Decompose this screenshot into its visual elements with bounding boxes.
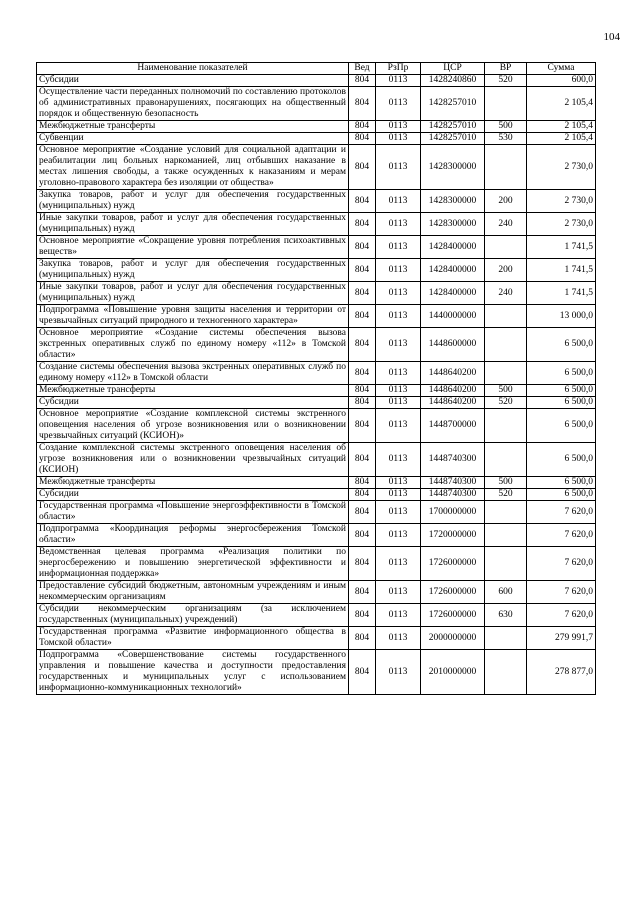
row-rzpr: 0113 [376, 328, 421, 362]
row-csr: 1448640200 [421, 362, 485, 385]
row-rzpr: 0113 [376, 409, 421, 443]
table-row [37, 121, 596, 133]
header-vr: ВР [485, 63, 527, 75]
table-row [37, 627, 596, 650]
row-csr: 2010000000 [421, 650, 485, 695]
row-ved: 804 [349, 121, 376, 133]
row-csr: 1428257010 [421, 121, 485, 133]
row-name: Осуществление части переданных полномочий по составлению протоколов об административных правонарушениях, посягающих на общественный порядок и общественную безопасность [37, 87, 349, 121]
row-vr [485, 236, 527, 259]
row-name: Государственная программа «Повышение энергоэффективности в Томской области» [37, 501, 349, 524]
row-csr: 1428400000 [421, 282, 485, 305]
row-ved: 804 [349, 328, 376, 362]
row-vr: 630 [485, 604, 527, 627]
row-sum: 6 500,0 [527, 397, 596, 409]
row-vr: 520 [485, 489, 527, 501]
header-name: Наименование показателей [37, 63, 349, 75]
row-name: Предоставление субсидий бюджетным, автономным учреждениям и иным некоммерческим организациям [37, 581, 349, 604]
table-row [37, 489, 596, 501]
row-name: Субсидии [37, 75, 349, 87]
row-rzpr: 0113 [376, 213, 421, 236]
row-ved: 804 [349, 547, 376, 581]
header-sum: Сумма [527, 63, 596, 75]
row-name: Ведомственная целевая программа «Реализация политики по энергосбережению и повышению энергетической эффективности и информационная поддержка» [37, 547, 349, 581]
row-sum: 279 991,7 [527, 627, 596, 650]
row-name: Основное мероприятие «Создание комплексной системы экстренного оповещения населения об угрозе возникновения или о возникновении чрезвычайных ситуаций (КСИОН)» [37, 409, 349, 443]
row-sum: 2 730,0 [527, 190, 596, 213]
row-vr: 530 [485, 133, 527, 145]
row-csr: 1720000000 [421, 524, 485, 547]
row-vr [485, 650, 527, 695]
row-ved: 804 [349, 75, 376, 87]
row-vr [485, 328, 527, 362]
table-row [37, 87, 596, 121]
row-ved: 804 [349, 397, 376, 409]
row-csr: 1428257010 [421, 87, 485, 121]
row-rzpr: 0113 [376, 581, 421, 604]
row-name: Основное мероприятие «Сокращение уровня потребления психоактивных веществ» [37, 236, 349, 259]
row-ved: 804 [349, 581, 376, 604]
table-row [37, 213, 596, 236]
row-sum: 7 620,0 [527, 604, 596, 627]
row-name: Основное мероприятие «Создание системы обеспечения вызова экстренных оперативных служб по единому номеру «112» в Томской области» [37, 328, 349, 362]
row-vr: 500 [485, 385, 527, 397]
row-vr [485, 362, 527, 385]
row-rzpr: 0113 [376, 604, 421, 627]
row-vr [485, 409, 527, 443]
row-name: Создание системы обеспечения вызова экстренных оперативных служб по единому номеру «112» в Томской области [37, 362, 349, 385]
row-csr: 1428257010 [421, 133, 485, 145]
row-name: Межбюджетные трансферты [37, 385, 349, 397]
row-rzpr: 0113 [376, 305, 421, 328]
row-sum: 6 500,0 [527, 385, 596, 397]
row-csr: 1428300000 [421, 213, 485, 236]
budget-table [36, 62, 596, 695]
row-csr: 1700000000 [421, 501, 485, 524]
table-row [37, 443, 596, 477]
row-sum: 2 730,0 [527, 145, 596, 190]
row-csr: 1448740300 [421, 477, 485, 489]
row-ved: 804 [349, 190, 376, 213]
row-rzpr: 0113 [376, 627, 421, 650]
row-ved: 804 [349, 443, 376, 477]
table-row [37, 650, 596, 695]
table-row [37, 385, 596, 397]
row-sum: 7 620,0 [527, 547, 596, 581]
table-row [37, 524, 596, 547]
row-name: Подпрограмма «Координация реформы энергосбережения Томской области» [37, 524, 349, 547]
row-name: Иные закупки товаров, работ и услуг для обеспечения государственных (муниципальных) нужд [37, 213, 349, 236]
row-name: Межбюджетные трансферты [37, 477, 349, 489]
row-rzpr: 0113 [376, 87, 421, 121]
row-csr: 1448700000 [421, 409, 485, 443]
table-row [37, 305, 596, 328]
row-ved: 804 [349, 259, 376, 282]
row-name: Основное мероприятие «Создание условий для социальной адаптации и реабилитации лиц больных наркоманией, лиц отбывших наказание в местах лишения свободы, а также осужденных к наказаниям и мерам уголовно-правового характера без изоляции от общества» [37, 145, 349, 190]
row-sum: 7 620,0 [527, 524, 596, 547]
row-csr: 1726000000 [421, 604, 485, 627]
row-vr [485, 501, 527, 524]
row-sum: 1 741,5 [527, 282, 596, 305]
row-name: Субвенции [37, 133, 349, 145]
row-csr: 2000000000 [421, 627, 485, 650]
row-vr [485, 547, 527, 581]
table-row [37, 75, 596, 87]
table-row [37, 328, 596, 362]
row-vr: 520 [485, 75, 527, 87]
table-row [37, 409, 596, 443]
row-csr: 1428400000 [421, 259, 485, 282]
row-sum: 13 000,0 [527, 305, 596, 328]
row-ved: 804 [349, 305, 376, 328]
row-rzpr: 0113 [376, 236, 421, 259]
row-vr [485, 524, 527, 547]
header-ved: Вед [349, 63, 376, 75]
table-row [37, 282, 596, 305]
row-rzpr: 0113 [376, 133, 421, 145]
row-vr: 240 [485, 213, 527, 236]
row-name: Подпрограмма «Совершенствование системы государственного управления и повышение качества и доступности предоставления государственных и муниципальных услуг с использованием информационно-коммуникационных технологий» [37, 650, 349, 695]
row-ved: 804 [349, 145, 376, 190]
row-ved: 804 [349, 409, 376, 443]
row-sum: 6 500,0 [527, 409, 596, 443]
row-rzpr: 0113 [376, 145, 421, 190]
table-row [37, 547, 596, 581]
row-csr: 1726000000 [421, 581, 485, 604]
table-row [37, 501, 596, 524]
row-vr [485, 145, 527, 190]
row-vr: 500 [485, 121, 527, 133]
row-csr: 1448640200 [421, 397, 485, 409]
row-csr: 1428400000 [421, 236, 485, 259]
row-name: Закупка товаров, работ и услуг для обеспечения государственных (муниципальных) нужд [37, 190, 349, 213]
row-ved: 804 [349, 501, 376, 524]
row-ved: 804 [349, 87, 376, 121]
header-csr: ЦСР [421, 63, 485, 75]
row-sum: 6 500,0 [527, 362, 596, 385]
row-csr: 1428240860 [421, 75, 485, 87]
row-rzpr: 0113 [376, 650, 421, 695]
page-number: 104 [603, 31, 620, 43]
row-sum: 2 105,4 [527, 87, 596, 121]
row-rzpr: 0113 [376, 547, 421, 581]
row-rzpr: 0113 [376, 443, 421, 477]
row-ved: 804 [349, 489, 376, 501]
row-csr: 1440000000 [421, 305, 485, 328]
row-sum: 6 500,0 [527, 328, 596, 362]
row-sum: 7 620,0 [527, 581, 596, 604]
row-csr: 1448740300 [421, 443, 485, 477]
row-sum: 7 620,0 [527, 501, 596, 524]
row-vr: 600 [485, 581, 527, 604]
row-rzpr: 0113 [376, 489, 421, 501]
row-ved: 804 [349, 213, 376, 236]
row-ved: 804 [349, 362, 376, 385]
row-sum: 1 741,5 [527, 259, 596, 282]
row-rzpr: 0113 [376, 121, 421, 133]
row-sum: 600,0 [527, 75, 596, 87]
row-rzpr: 0113 [376, 75, 421, 87]
row-vr: 240 [485, 282, 527, 305]
table-header-row [37, 63, 596, 75]
row-ved: 804 [349, 133, 376, 145]
row-ved: 804 [349, 604, 376, 627]
row-ved: 804 [349, 524, 376, 547]
table-row [37, 397, 596, 409]
row-ved: 804 [349, 282, 376, 305]
row-sum: 1 741,5 [527, 236, 596, 259]
table-row [37, 133, 596, 145]
row-rzpr: 0113 [376, 477, 421, 489]
row-sum: 2 105,4 [527, 121, 596, 133]
row-rzpr: 0113 [376, 259, 421, 282]
row-vr: 200 [485, 190, 527, 213]
row-vr: 200 [485, 259, 527, 282]
header-rzpr: РзПр [376, 63, 421, 75]
row-csr: 1428300000 [421, 145, 485, 190]
row-ved: 804 [349, 477, 376, 489]
row-vr: 500 [485, 477, 527, 489]
row-csr: 1428300000 [421, 190, 485, 213]
table-row [37, 604, 596, 627]
row-name: Закупка товаров, работ и услуг для обеспечения государственных (муниципальных) нужд [37, 259, 349, 282]
row-sum: 6 500,0 [527, 489, 596, 501]
table-row [37, 477, 596, 489]
row-rzpr: 0113 [376, 282, 421, 305]
table-row [37, 236, 596, 259]
row-rzpr: 0113 [376, 524, 421, 547]
row-vr [485, 87, 527, 121]
table-row [37, 259, 596, 282]
row-name: Субсидии [37, 489, 349, 501]
row-csr: 1448640200 [421, 385, 485, 397]
table-row [37, 145, 596, 190]
row-ved: 804 [349, 385, 376, 397]
row-name: Субсидии некоммерческим организациям (за исключением государственных (муниципальных) учреждений) [37, 604, 349, 627]
row-csr: 1448600000 [421, 328, 485, 362]
table-row [37, 581, 596, 604]
row-ved: 804 [349, 627, 376, 650]
row-sum: 278 877,0 [527, 650, 596, 695]
row-name: Подпрограмма «Повышение уровня защиты населения и территории от чрезвычайных ситуаций природного и техногенного характера» [37, 305, 349, 328]
row-name: Субсидии [37, 397, 349, 409]
row-name: Создание комплексной системы экстренного оповещения населения об угрозе возникновения или о возникновении чрезвычайных ситуаций (КСИОН) [37, 443, 349, 477]
row-vr [485, 305, 527, 328]
row-ved: 804 [349, 236, 376, 259]
row-name: Иные закупки товаров, работ и услуг для обеспечения государственных (муниципальных) нужд [37, 282, 349, 305]
table-row [37, 190, 596, 213]
row-name: Государственная программа «Развитие информационного общества в Томской области» [37, 627, 349, 650]
row-name: Межбюджетные трансферты [37, 121, 349, 133]
row-vr [485, 443, 527, 477]
row-sum: 2 730,0 [527, 213, 596, 236]
row-csr: 1448740300 [421, 489, 485, 501]
row-sum: 6 500,0 [527, 443, 596, 477]
row-rzpr: 0113 [376, 385, 421, 397]
table-row [37, 362, 596, 385]
row-sum: 2 105,4 [527, 133, 596, 145]
row-rzpr: 0113 [376, 501, 421, 524]
row-csr: 1726000000 [421, 547, 485, 581]
row-vr [485, 627, 527, 650]
row-rzpr: 0113 [376, 397, 421, 409]
row-vr: 520 [485, 397, 527, 409]
row-ved: 804 [349, 650, 376, 695]
row-rzpr: 0113 [376, 362, 421, 385]
row-rzpr: 0113 [376, 190, 421, 213]
row-sum: 6 500,0 [527, 477, 596, 489]
